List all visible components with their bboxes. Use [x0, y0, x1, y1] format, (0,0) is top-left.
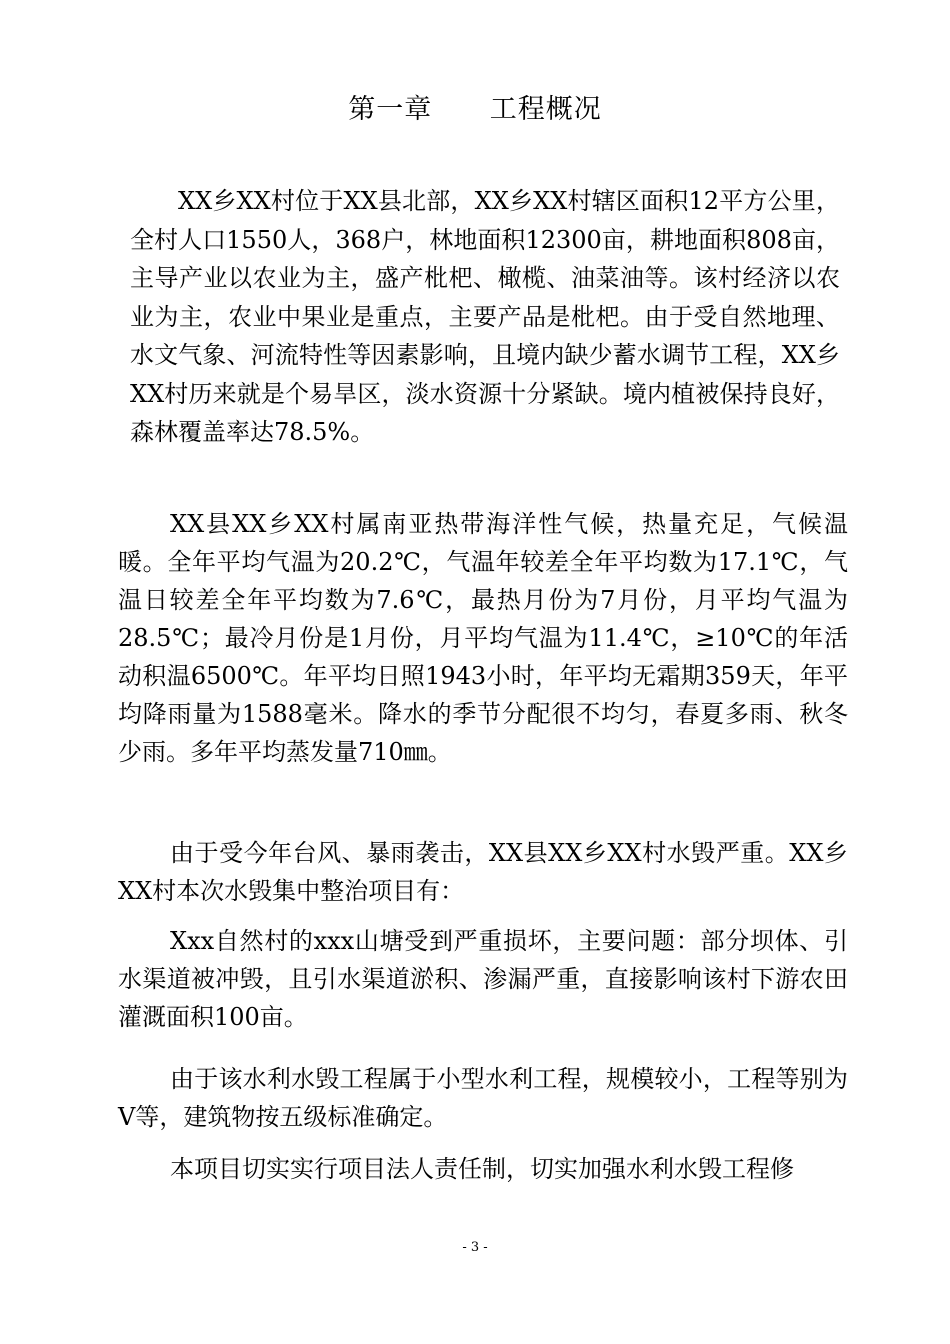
paragraph-responsibility: 本项目切实实行项目法人责任制，切实加强水利水毁工程修	[170, 1155, 794, 1183]
paragraph-damage: 由于受今年台风、暴雨袭击，XX县XX乡XX村水毁严重。XX乡XX村本次水毁集中整治项目有：	[118, 839, 848, 905]
chapter-title: 第一章 工程概况	[348, 94, 602, 125]
page-number: - 3 -	[462, 1240, 488, 1255]
paragraph-grade: 由于该水利水毁工程属于小型水利工程，规模较小，工程等别为Ⅴ等，建筑物按五级标准确定。	[118, 1065, 848, 1131]
paragraph-overview: XX乡XX村位于XX县北部，XX乡XX村辖区面积12平方公里，全村人口1550人，368户，林地面积12300亩，耕地面积808亩，主导产业以农业为主，盛产枇杷、橄榄、油菜油等。该村经济以农业为主，农业中果业是重点，主要产品是枇杷。由于受自然地理、水文气象、河流特性等因素影响，且境内缺少蓄水调节工程，XX乡XX村历来就是个易旱区，淡水资源十分紧缺。境内植被保持良好，森林覆盖率达78.5%。	[130, 187, 840, 446]
paragraph-problems: Xxx自然村的xxx山塘受到严重损坏，主要问题：部分坝体、引水渠道被冲毁，且引水渠道淤积、渗漏严重，直接影响该村下游农田灌溉面积100亩。	[118, 927, 848, 1031]
paragraph-climate: XX县XX乡XX村属南亚热带海洋性气候，热量充足，气候温暖。全年平均气温为20.2℃，气温年较差全年平均数为17.1℃，气温日较差全年平均数为7.6℃，最热月份为7月份，月平均气温为28.5℃；最冷月份是1月份，月平均气温为11.4℃，≥10℃的年活动积温6500℃。年平均日照1943小时，年平均无霜期359天，年平均降雨量为1588毫米。降水的季节分配很不均匀，春夏多雨、秋冬少雨。多年平均蒸发量710㎜。	[118, 510, 848, 766]
